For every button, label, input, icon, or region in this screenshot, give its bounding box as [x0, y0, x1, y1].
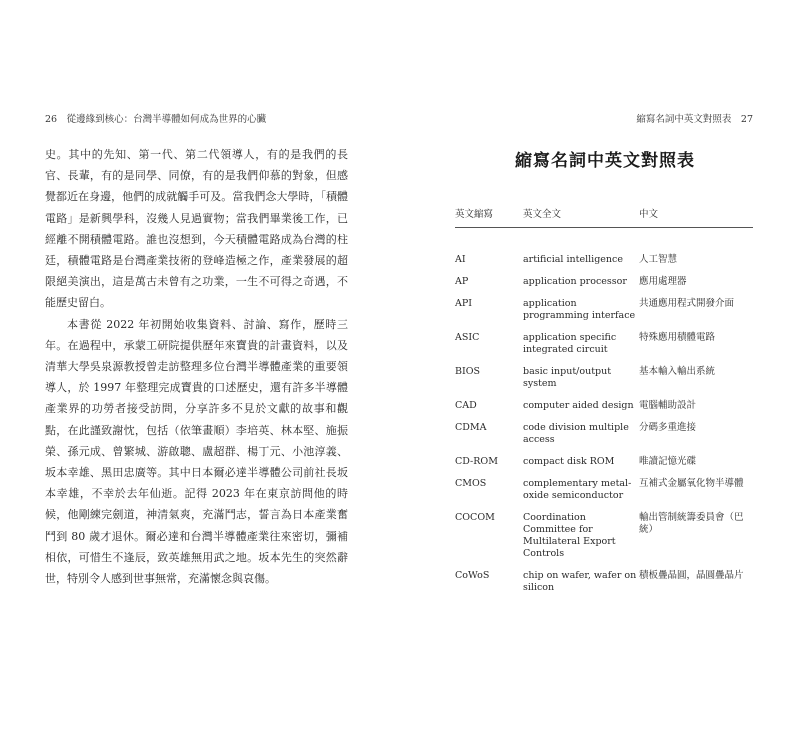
abbr-cell: BIOS [455, 366, 481, 377]
abbr-cell: AP [455, 276, 469, 287]
abbr-cell: ASIC [455, 332, 480, 343]
glossary-row [455, 366, 753, 400]
abbr-cell: CDMA [455, 422, 487, 433]
abbr-cell: CD-ROM [455, 456, 498, 467]
abbr-cell: AI [455, 254, 466, 265]
chinese-cell: 唯讀記憶光碟 [639, 456, 697, 467]
english-cell: application programming interface [523, 298, 636, 321]
glossary-title: 縮寫名詞中英文對照表 [515, 151, 695, 171]
glossary-table [455, 206, 753, 604]
glossary-body [455, 228, 753, 605]
right-running-head: 縮寫名詞中英文對照表 27 [636, 114, 753, 125]
glossary-row [455, 400, 753, 422]
abbr-cell: CAD [455, 400, 477, 411]
glossary-row [455, 570, 753, 604]
right-page [400, 0, 800, 744]
chinese-cell: 應用處理器 [639, 276, 687, 287]
glossary-row [455, 512, 753, 570]
english-cell: code division multiple access [523, 422, 629, 445]
header-english: 英文全文 [523, 206, 639, 228]
english-cell: compact disk ROM [523, 456, 615, 467]
header-chinese: 中文 [639, 206, 753, 228]
english-cell: chip on wafer, wafer on silicon [523, 570, 637, 593]
english-cell: Coordination Committee for Multilateral Export Controls [523, 512, 616, 559]
chinese-cell: 共通應用程式開發介面 [639, 298, 735, 309]
chinese-cell: 積板疊晶圓，晶圓疊晶片 [639, 570, 744, 581]
english-cell: basic input/output system [523, 366, 612, 389]
chinese-cell: 基本輸入輸出系統 [639, 366, 716, 377]
glossary-row [455, 298, 753, 332]
paragraph-1: 史。其中的先知、第一代、第二代領導人，有的是我們的長官、長輩，有的是同學、同僚，有的是我們仰慕的對象，但感覺都近在身邊，他們的成就觸手可及。當我們念大學時，「積體電路」是新興學科，沒幾人見過實物；當我們畢業後工作，已經離不開積體電路。誰也沒想到，今天積體電路成為台灣的柱廷，積體電路是台灣產業技術的登峰造極之作，產業發展的超限絕美演出，這是萬古未曾有之功業，一生不可得之奇遇，不能歷史留白。 [45, 148, 348, 310]
left-body-text [45, 144, 348, 589]
abbr-cell: CMOS [455, 478, 487, 489]
chinese-cell: 輸出管制統籌委員會（巴統） [639, 512, 744, 535]
header-abbr: 英文縮寫 [455, 206, 523, 228]
english-cell: computer aided design [523, 400, 634, 411]
glossary-row [455, 228, 753, 277]
glossary-row [455, 276, 753, 298]
abbr-cell: COCOM [455, 512, 495, 523]
english-cell: application specific integrated circuit [523, 332, 617, 355]
abbr-cell: CoWoS [455, 570, 490, 581]
paragraph-2: 本書從 2022 年初開始收集資料、討論、寫作，歷時三年。在過程中，承蒙工研院提供歷年來寶貴的計畫資料，以及清華大學吳泉源教授曾走訪整理多位台灣半導體產業的重要領導人，於 1997 年整理完成寶貴的口述歷史，還有許多半導體產業界的功勞者接受訪問，分享許多不見於文獻的故事和觀點，在此謹致謝忱，包括（依筆畫順）李培英、林本堅、施振榮、孫元成、曾繁城、游啟聰、盧超群、楊丁元、小池淳義、坂本幸雄、黑田忠廣等。其中日本爾必達半導體公司前社長坂本幸雄，不幸於去年仙逝。記得 2023 年在東京訪問他的時候，他剛練完劍道，神清氣爽，充滿鬥志，誓言為日本產業奮鬥到 80 歲才退休。爾必達和台灣半導體產業往來密切，彌補相依，可惜生不逢辰，致英雄無用武之地。坂本先生的突然辭世，特別令人感到世事無常，充滿懷念與哀傷。 [45, 317, 348, 586]
glossary-row [455, 422, 753, 456]
chinese-cell: 分碼多重進接 [639, 422, 697, 433]
english-cell: application processor [523, 276, 627, 287]
glossary-row [455, 332, 753, 366]
glossary-header-row [455, 206, 753, 228]
english-cell: artificial intelligence [523, 254, 623, 265]
chinese-cell: 電腦輔助設計 [639, 400, 697, 411]
glossary-row [455, 456, 753, 478]
chinese-cell: 特殊應用積體電路 [639, 332, 716, 343]
chinese-cell: 互補式金屬氧化物半導體 [639, 478, 744, 489]
left-running-head: 26 從邊緣到核心：台灣半導體如何成為世界的心臟 [45, 114, 267, 125]
english-cell: complementary metal-oxide semiconductor [523, 478, 632, 501]
abbr-cell: API [455, 298, 473, 309]
glossary-row [455, 478, 753, 512]
chinese-cell: 人工智慧 [639, 254, 678, 265]
